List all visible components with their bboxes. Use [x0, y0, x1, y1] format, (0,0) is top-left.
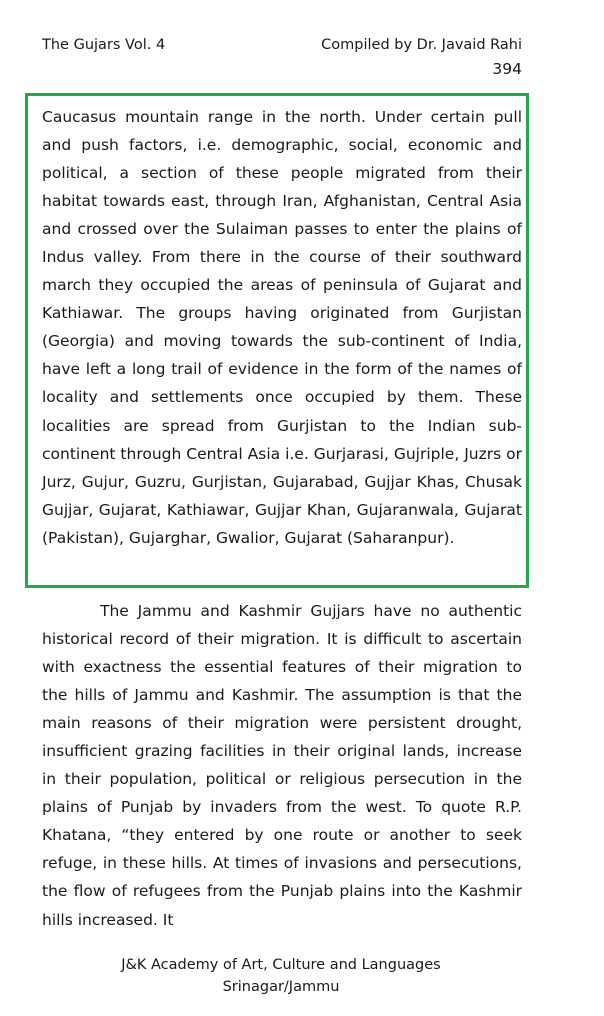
footer-line-location: Srinagar/Jammu	[222, 979, 340, 995]
header-compiler: Compiled by Dr. Javaid Rahi	[321, 37, 522, 53]
paragraph-body: The Jammu and Kashmir Gujjars have no authentic historical record of their migration. It is difficult to ascertain with exactness the essential features of their migration to the hills of Jammu and Kashmir. The assumption is that the main reasons of their migration were persistent drought, insufficient grazing facilities in their original lands, increase in their population, political or religious persecution in the plains of Punjab by invaders from the west. To quote R.P. Khatana, “they entered by one route or another to seek refuge, in these hills. At times of invasions and persecutions, the flow of refugees from the Punjab plains into the Kashmir hills increased. It	[42, 602, 522, 929]
paragraph-highlighted: Caucasus mountain range in the north. Under certain pull and push factors, i.e. demographic, social, economic and political, a section of these people migrated from their habitat towards east, through Iran, Afghanistan, Central Asia and crossed over the Sulaiman passes to enter the plains of Indus valley. From there in the course of their southward march they occupied the areas of peninsula of Gujarat and Kathiawar. The groups having originated from Gurjistan (Georgia) and moving towards the sub-continent of India, have left a long trail of evidence in the form of the names of locality and settlements once occupied by them. These localities are spread from Gurjistan to the Indian sub-continent through Central Asia i.e. Gurjarasi, Gujriple, Juzrs or Jurz, Gujur, Guzru, Gurjistan, Gujarabad, Gujjar Khas, Chusak Gujjar, Gujarat, Kathiawar, Gujjar Khan, Gujaranwala, Gujarat (Pakistan), Gujarghar, Gwalior, Gujarat (Saharanpur).	[42, 108, 522, 547]
header-title: The Gujars Vol. 4	[42, 37, 166, 53]
footer-line-publisher: J&K Academy of Art, Culture and Languages	[121, 957, 441, 973]
page-number: 394	[492, 60, 522, 78]
footer	[0, 954, 562, 998]
